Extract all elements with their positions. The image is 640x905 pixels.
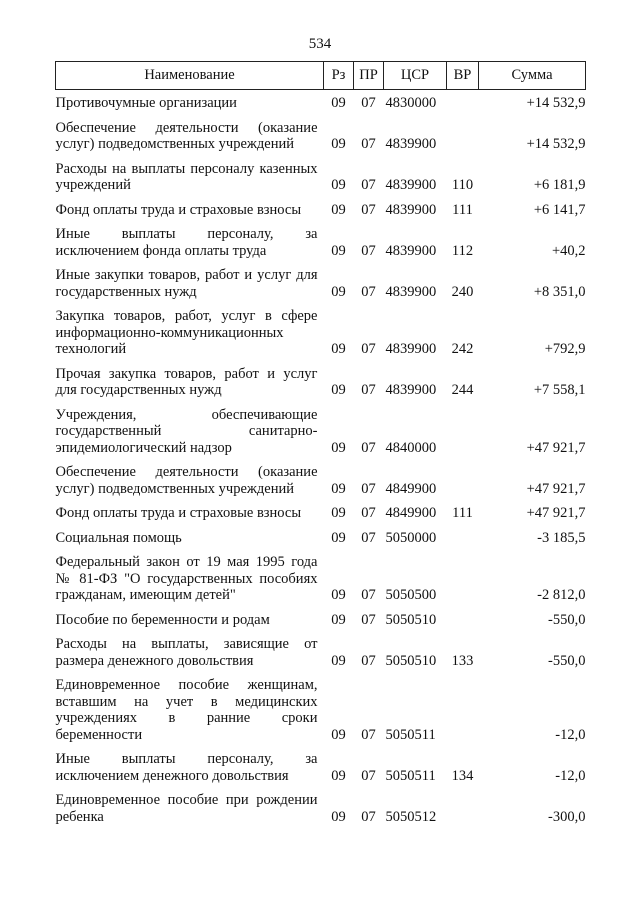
cell-sum: -550,0 xyxy=(548,652,586,669)
cell-vr: 242 xyxy=(451,341,474,357)
cell-vr: 111 xyxy=(452,201,473,218)
cell-csr: 4839900 xyxy=(385,136,437,152)
cell-pr: 07 xyxy=(361,808,376,825)
cell-name: Учреждения, обеспечивающие государственный санитарно-эпидемиологический надзор xyxy=(55,406,318,456)
cell-csr: 4839900 xyxy=(385,177,437,193)
cell-name: Закупка товаров, работ, услуг в сфере информационно-коммуникационных технологий xyxy=(55,308,318,357)
cell-sum: +14 532,9 xyxy=(526,95,586,111)
cell-pr: 07 xyxy=(361,136,376,152)
cell-sum: -300,0 xyxy=(548,808,586,825)
cell-rz: 09 xyxy=(331,382,346,398)
cell-name: Пособие по беременности и родам xyxy=(55,611,270,628)
cell-csr: 5050510 xyxy=(385,652,437,669)
cell-sum: +40,2 xyxy=(551,242,586,259)
cell-pr: 07 xyxy=(361,439,376,456)
cell-name: Иные выплаты персоналу, за исключением денежного довольствия xyxy=(55,751,318,784)
cell-sum: -12,0 xyxy=(555,726,586,743)
cell-name: Прочая закупка товаров, работ и услуг для государственных нужд xyxy=(55,365,318,398)
cell-rz: 09 xyxy=(331,201,346,218)
cell-sum: +792,9 xyxy=(544,341,586,357)
table-row xyxy=(56,90,586,112)
table-row xyxy=(56,456,586,497)
cell-pr: 07 xyxy=(361,726,376,743)
cell-csr: 5050500 xyxy=(385,587,437,603)
cell-rz: 09 xyxy=(331,136,346,152)
cell-name: Иные выплаты персоналу, за исключением фонда оплаты труда xyxy=(55,226,318,259)
cell-csr: 4839900 xyxy=(385,201,437,218)
table-row xyxy=(56,399,586,457)
cell-vr: 134 xyxy=(451,767,474,784)
cell-name: Фонд оплаты труда и страховые взносы xyxy=(55,505,302,521)
cell-name: Фонд оплаты труда и страховые взносы xyxy=(55,201,302,218)
header-vr: ВР xyxy=(447,62,479,90)
cell-rz: 09 xyxy=(331,439,346,456)
cell-rz: 09 xyxy=(331,587,346,603)
cell-rz: 09 xyxy=(331,726,346,743)
cell-name: Иные закупки товаров, работ и услуг для государственных нужд xyxy=(55,267,318,300)
header-csr: ЦСР xyxy=(384,62,447,90)
header-name: Наименование xyxy=(56,62,324,90)
cell-csr: 5050512 xyxy=(385,808,437,825)
cell-pr: 07 xyxy=(361,242,376,259)
cell-rz: 09 xyxy=(331,808,346,825)
cell-rz: 09 xyxy=(331,652,346,669)
cell-pr: 07 xyxy=(361,480,376,497)
cell-vr: 111 xyxy=(452,505,473,521)
cell-sum: +6 141,7 xyxy=(533,201,586,218)
table-row xyxy=(56,259,586,300)
cell-pr: 07 xyxy=(361,341,376,357)
cell-name: Обеспечение деятельности (оказание услуг) подведомственных учреждений xyxy=(55,464,318,497)
cell-pr: 07 xyxy=(361,587,376,603)
cell-csr: 4839900 xyxy=(385,242,437,259)
table-row xyxy=(56,546,586,604)
cell-vr: 244 xyxy=(451,382,474,398)
cell-rz: 09 xyxy=(331,505,346,521)
header-rz: Рз xyxy=(324,62,354,90)
cell-pr: 07 xyxy=(361,611,376,628)
cell-name: Обеспечение деятельности (оказание услуг) подведомственных учреждений xyxy=(55,119,318,152)
cell-name: Социальная помощь xyxy=(55,529,182,546)
table-row xyxy=(56,194,586,219)
cell-csr: 5050000 xyxy=(385,529,437,546)
table-row xyxy=(56,628,586,669)
table-row xyxy=(56,497,586,522)
cell-rz: 09 xyxy=(331,611,346,628)
cell-sum: -3 185,5 xyxy=(537,529,586,546)
cell-pr: 07 xyxy=(361,177,376,193)
cell-name: Федеральный закон от 19 мая 1995 года № 81-ФЗ "О государственных пособиях гражданам, имеющим детей" xyxy=(55,554,318,603)
cell-vr xyxy=(447,112,479,153)
table-row xyxy=(56,300,586,358)
cell-csr: 5050511 xyxy=(385,726,436,743)
header-sum: Сумма xyxy=(479,62,586,90)
page-number: 534 xyxy=(308,36,332,52)
cell-vr xyxy=(447,784,479,825)
table-body xyxy=(56,90,586,826)
cell-vr xyxy=(447,604,479,629)
cell-sum: +8 351,0 xyxy=(533,283,586,300)
cell-pr: 07 xyxy=(361,767,376,784)
cell-rz: 09 xyxy=(331,480,346,497)
table-header-row xyxy=(56,62,586,90)
table-row xyxy=(56,153,586,194)
cell-rz: 09 xyxy=(331,242,346,259)
cell-rz: 09 xyxy=(331,177,346,193)
cell-vr xyxy=(447,669,479,743)
cell-vr: 110 xyxy=(451,177,474,193)
cell-rz: 09 xyxy=(331,95,346,111)
budget-table xyxy=(55,61,586,825)
cell-pr: 07 xyxy=(361,283,376,300)
cell-pr: 07 xyxy=(361,529,376,546)
cell-sum: +6 181,9 xyxy=(533,177,586,193)
cell-rz: 09 xyxy=(331,341,346,357)
cell-rz: 09 xyxy=(331,283,346,300)
cell-vr xyxy=(447,522,479,547)
cell-pr: 07 xyxy=(361,505,376,521)
cell-sum: -2 812,0 xyxy=(537,587,586,603)
cell-sum: +47 921,7 xyxy=(526,439,586,456)
cell-csr: 4849900 xyxy=(385,480,437,497)
cell-vr xyxy=(447,399,479,457)
table-row xyxy=(56,522,586,547)
table-row xyxy=(56,358,586,399)
cell-sum: -12,0 xyxy=(555,767,586,784)
cell-name: Единовременное пособие женщинам, вставшим на учет в медицинских учреждениях в ранние сроки беременности xyxy=(55,677,318,743)
cell-vr xyxy=(447,456,479,497)
table-row xyxy=(56,112,586,153)
cell-vr xyxy=(447,546,479,604)
cell-csr: 4849900 xyxy=(385,505,437,521)
cell-vr: 112 xyxy=(451,242,474,259)
table-row xyxy=(56,604,586,629)
cell-rz: 09 xyxy=(331,767,346,784)
table-row xyxy=(56,743,586,784)
cell-csr: 4840000 xyxy=(385,439,437,456)
cell-csr: 4839900 xyxy=(385,283,437,300)
cell-pr: 07 xyxy=(361,382,376,398)
cell-pr: 07 xyxy=(361,652,376,669)
cell-pr: 07 xyxy=(361,95,376,111)
cell-rz: 09 xyxy=(331,529,346,546)
cell-sum: +47 921,7 xyxy=(526,480,586,497)
cell-vr: 133 xyxy=(451,652,474,669)
cell-sum: -550,0 xyxy=(548,611,586,628)
cell-vr: 240 xyxy=(451,283,474,300)
table-row xyxy=(56,218,586,259)
cell-csr: 4839900 xyxy=(385,341,437,357)
header-pr: ПР xyxy=(354,62,384,90)
table-row xyxy=(56,784,586,825)
cell-sum: +7 558,1 xyxy=(533,382,586,398)
cell-csr: 5050510 xyxy=(385,611,437,628)
cell-name: Расходы на выплаты персоналу казенных учреждений xyxy=(55,160,318,193)
cell-sum: +14 532,9 xyxy=(526,136,586,152)
cell-vr xyxy=(447,90,479,112)
table-row xyxy=(56,669,586,743)
cell-sum: +47 921,7 xyxy=(526,505,586,521)
cell-csr: 4830000 xyxy=(385,95,437,111)
cell-name: Противочумные организации xyxy=(55,95,237,111)
cell-csr: 5050511 xyxy=(385,767,436,784)
cell-pr: 07 xyxy=(361,201,376,218)
cell-name: Расходы на выплаты, зависящие от размера денежного довольствия xyxy=(55,636,318,669)
cell-csr: 4839900 xyxy=(385,382,437,398)
cell-name: Единовременное пособие при рождении ребенка xyxy=(55,792,318,825)
